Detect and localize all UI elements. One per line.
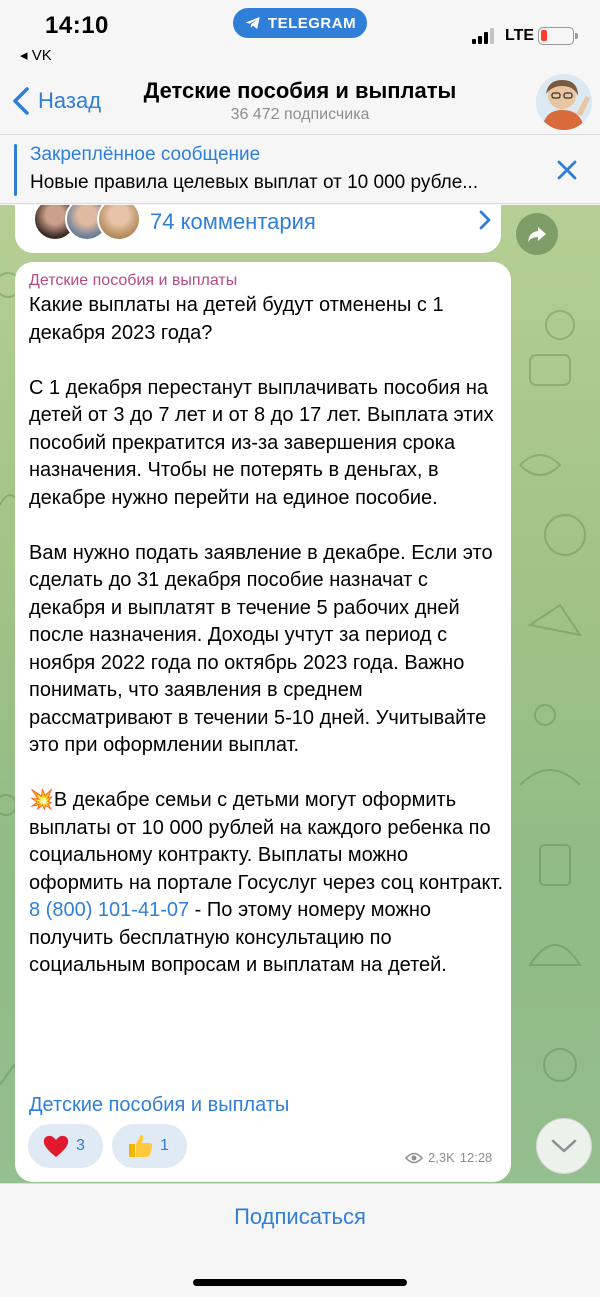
chevron-down-icon [550, 1137, 578, 1155]
telegram-pill[interactable] [233, 8, 367, 38]
back-to-app-link[interactable]: ◂ VK [20, 47, 52, 64]
avatar-image [536, 74, 592, 130]
pinned-text: Новые правила целевых выплат от 10 000 рубле... [30, 172, 479, 193]
reaction-heart[interactable] [28, 1124, 103, 1168]
message-bubble[interactable] [15, 262, 511, 1182]
reaction-thumbs-up[interactable] [112, 1124, 187, 1168]
pinned-indicator [14, 144, 17, 196]
message-time: 12:28 [459, 1150, 493, 1165]
back-label: Назад [38, 88, 102, 113]
message-signature-link[interactable]: Детские пособия и выплаты [29, 1094, 290, 1116]
view-count: 2,3K [428, 1150, 455, 1165]
thumbs-up-icon [126, 1132, 154, 1160]
close-icon[interactable] [554, 157, 580, 183]
heart-icon [42, 1132, 70, 1160]
pinned-message[interactable] [0, 134, 600, 204]
comments-bar[interactable] [15, 205, 501, 253]
reaction-count: 3 [76, 1137, 85, 1154]
commenter-avatars [33, 205, 143, 243]
battery-level [541, 30, 547, 41]
subscribe-button[interactable]: Подписаться [234, 1204, 366, 1229]
message-text-main: Какие выплаты на детей будут отменены с 1 декабря 2023 года? С 1 декабря перестанут выплачивать пособия на детей от 3 до 7 лет и от 8 до 17 лет. Выплата этих пособий прекратится из-за завершения срока назначения. Чтобы не потерять в деньгах, в декабре нужно перейти на единое пособие. Вам нужно подать заявление в декабре. Если это сделать до 31 декабря пособие назначат с декабря и выплатят в течение 5 рабочих дней после назначения. Доходы учтут за период с ноября 2022 года по октябрь 2023 года. Важно понимать, что заявления в среднем рассматривают в течении 5-10 дней. Учитывайте это при оформлении выплат. 💥В декабре семьи с детьми могут оформить выплаты от 10 000 рублей на каждого ребенка по социальному контракту. Выплаты можно оформить на портале Госуслуг через соц контракт. [29, 294, 504, 894]
chat-header [0, 70, 600, 134]
scroll-down-button[interactable] [536, 1118, 592, 1174]
signal-icon [472, 28, 496, 44]
reaction-count: 1 [160, 1137, 169, 1154]
battery-icon [538, 27, 574, 45]
eye-icon [405, 1152, 423, 1164]
message-meta [405, 1150, 492, 1165]
home-indicator[interactable] [193, 1279, 407, 1286]
share-icon [526, 223, 548, 245]
channel-title[interactable]: Детские пособия и выплаты [143, 78, 457, 103]
telegram-pill-label: TELEGRAM [267, 14, 357, 32]
network-type: LTE [505, 27, 535, 44]
commenter-avatar [97, 205, 141, 241]
status-bar [0, 0, 600, 70]
bottom-bar [0, 1183, 600, 1297]
chat-area[interactable] [0, 205, 600, 1183]
subscriber-count: 36 472 подписчика [230, 106, 370, 123]
pinned-title: Закреплённое сообщение [30, 144, 261, 165]
status-time: 14:10 [45, 12, 109, 39]
comments-count: 74 комментария [150, 209, 316, 234]
phone-link[interactable]: 8 (800) 101-41-07 [29, 899, 190, 921]
message-author[interactable]: Детские пособия и выплаты [29, 272, 238, 289]
message-text [29, 292, 507, 980]
share-button[interactable] [516, 213, 558, 255]
message-text-tail: - По этому номеру можно получить бесплатную консультацию по социальным вопросам и выплатам на детей. [29, 899, 447, 976]
chevron-right-icon [477, 209, 493, 231]
telegram-icon [244, 14, 262, 32]
channel-avatar[interactable] [536, 74, 592, 130]
